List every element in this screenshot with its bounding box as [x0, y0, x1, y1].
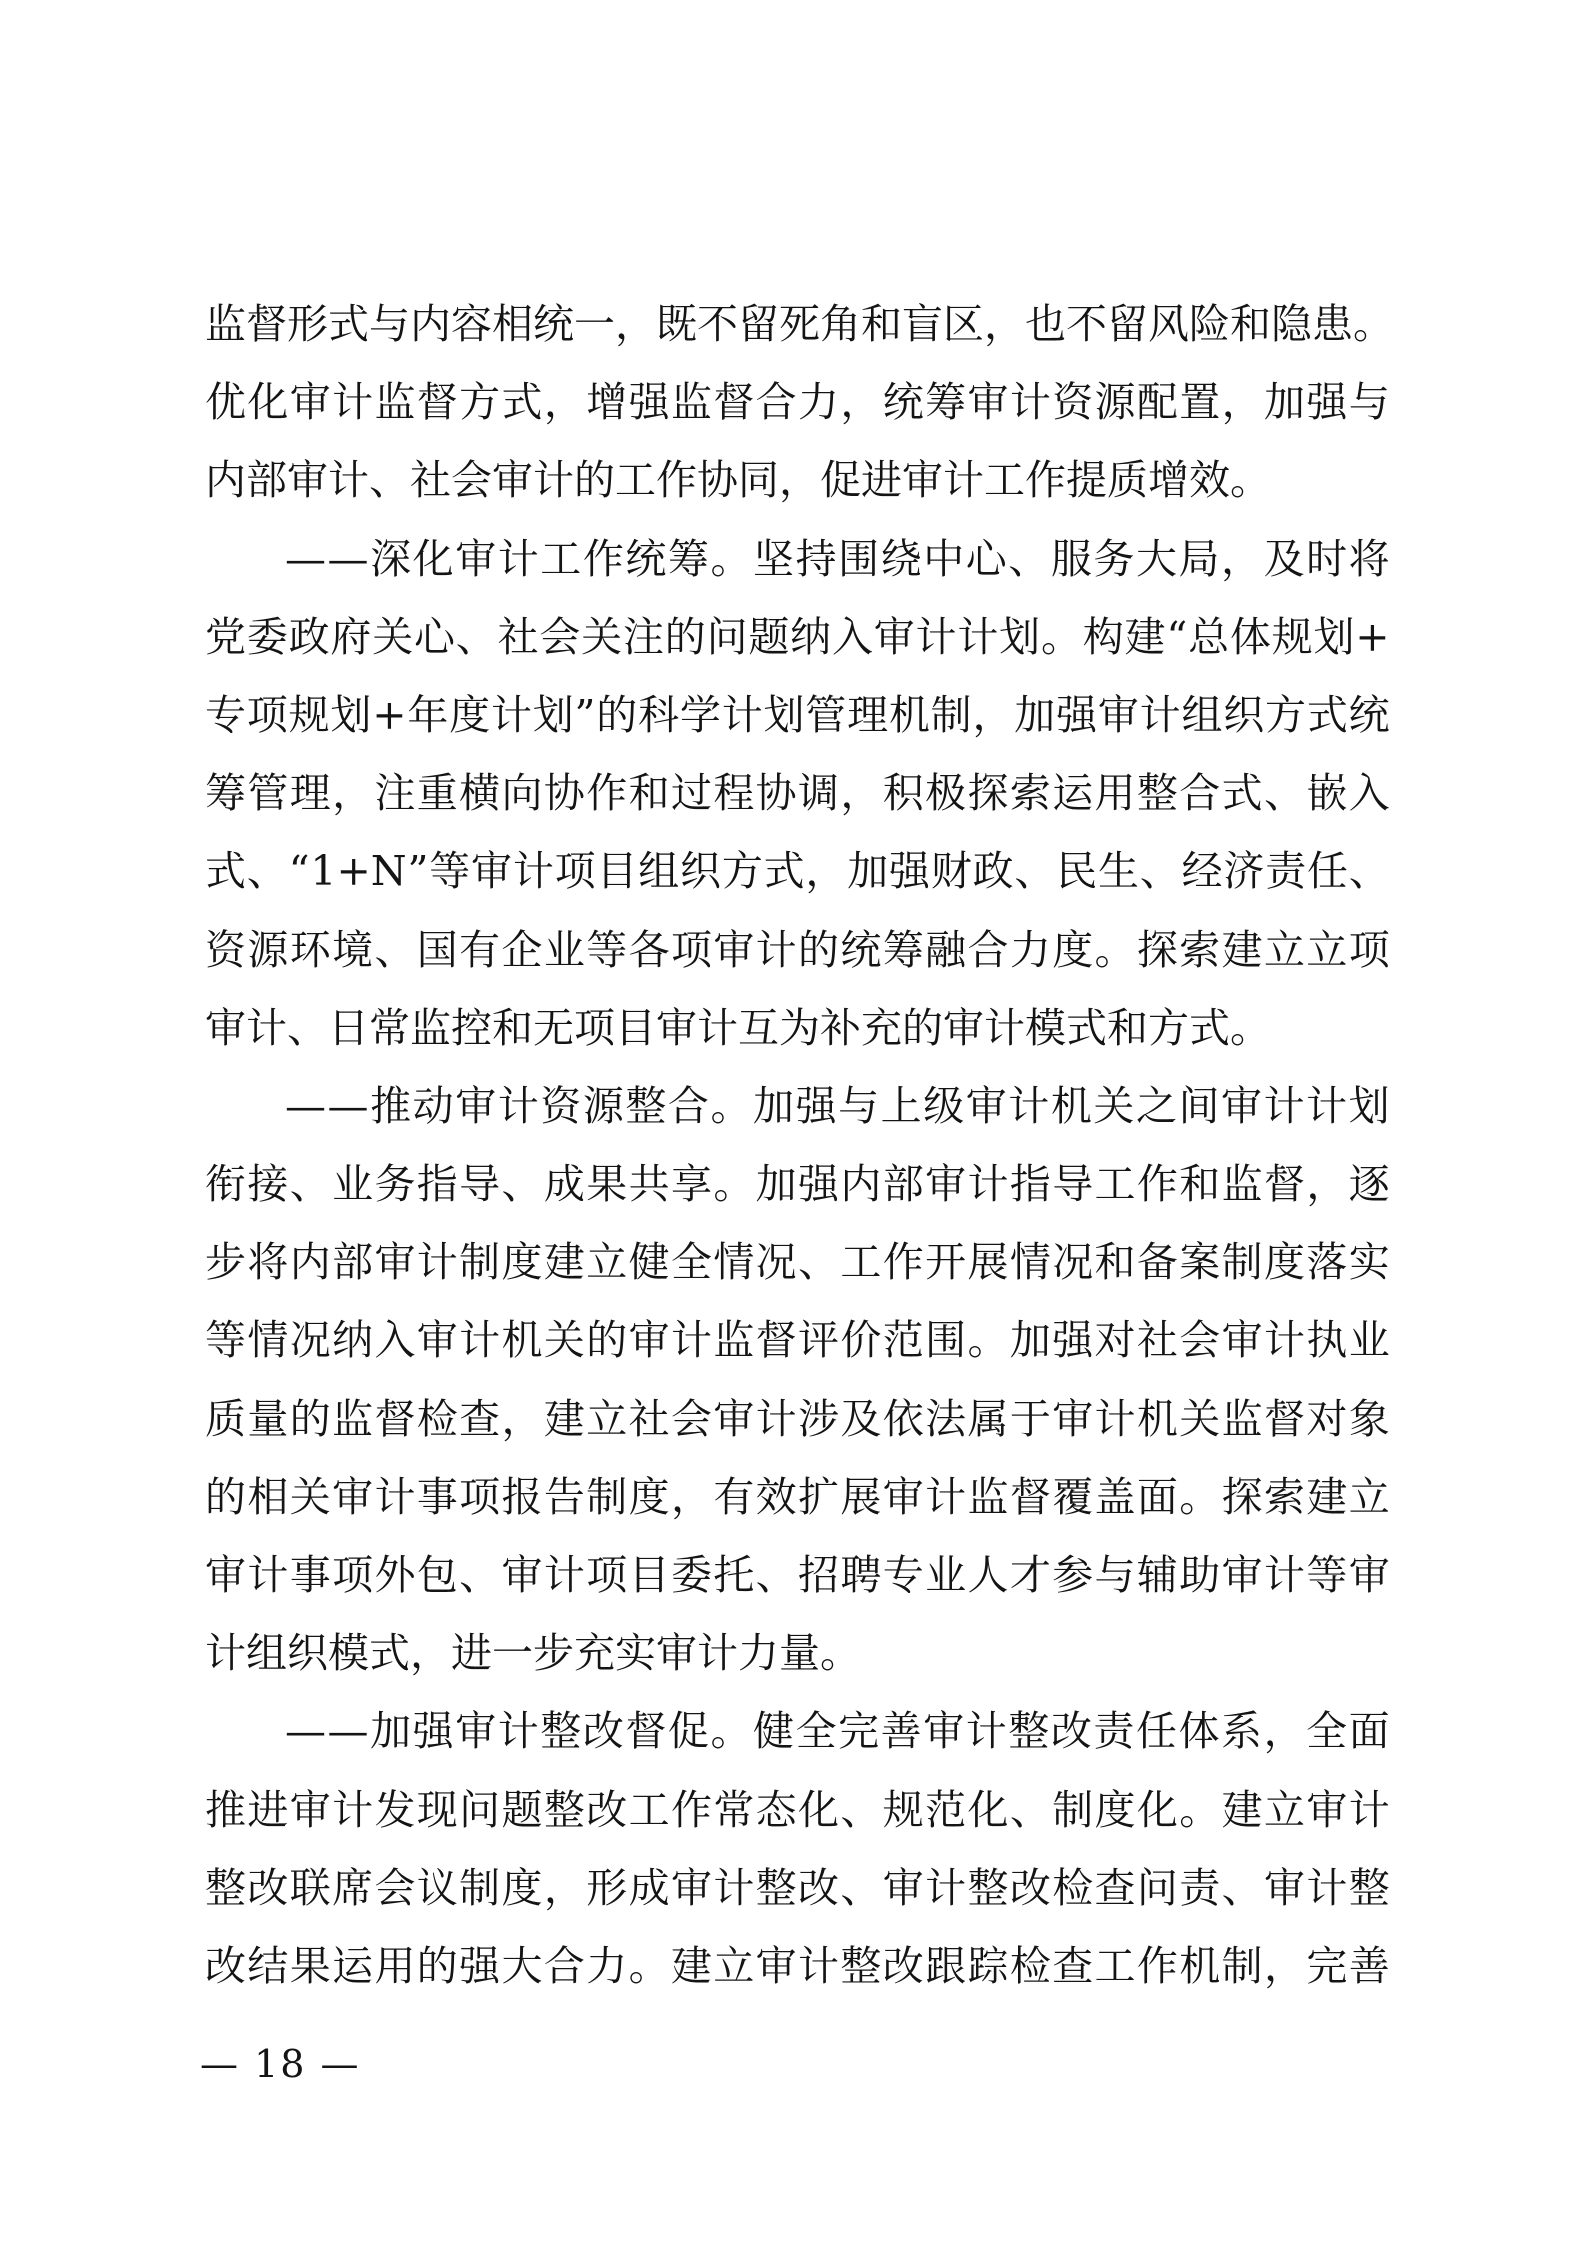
text-line: 改 结 果 运 用 的 强 大 合 力 。 建 立 审 计 整 改 跟 踪 检 查 工 作 机 制 ， 完 善 — [205, 1941, 1390, 1990]
text-line: 的 相 关 审 计 事 项 报 告 制 度 ， 有 效 扩 展 审 计 监 督 覆 盖 面 。 探 索 建 立 — [205, 1472, 1390, 1521]
text-line: 内部审计、社会审计的工作协同，促进审计工作提质增效。 — [205, 456, 1271, 505]
text-line: 审计、日常监控和无项目审计互为补充的审计模式和方式。 — [205, 1003, 1271, 1052]
text-line: 推 进 审 计 发 现 问 题 整 改 工 作 常 态 化 、 规 范 化 、 制 度 化 。 建 立 审 计 — [205, 1785, 1390, 1834]
text-line: 监 督 形 式 与 内 容 相 统 一 ， 既 不 留 死 角 和 盲 区 ， 也 不 留 风 险 和 隐 患 。 — [205, 300, 1394, 348]
text-line: 衔 接 、 业 务 指 导 、 成 果 共 享 。 加 强 内 部 审 计 指 导 工 作 和 监 督 ， 逐 — [205, 1160, 1390, 1209]
text-line: 党 委 政 府 关 心 、 社 会 关 注 的 问 题 纳 入 审 计 计 划 。 构 建 “ 总 体 规 划 + — [205, 612, 1390, 661]
text-line: 筹 管 理 ， 注 重 横 向 协 作 和 过 程 协 调 ， 积 极 探 索 运 用 整 合 式 、 嵌 入 — [205, 769, 1390, 818]
text-line: — — 加 强 审 计 整 改 督 促 。 健 全 完 善 审 计 整 改 责 任 体 系 ， 全 面 — [285, 1707, 1390, 1756]
text-line: 计组织模式，进一步充实审计力量。 — [205, 1629, 861, 1678]
text-line: 专 项 规 划 + 年 度 计 划 ” 的 科 学 计 划 管 理 机 制 ， 加 强 审 计 组 织 方 式 统 — [205, 690, 1390, 739]
text-line: 优 化 审 计 监 督 方 式 ， 增 强 监 督 合 力 ， 统 筹 审 计 资 源 配 置 ， 加 强 与 — [205, 378, 1390, 427]
document-body — [205, 285, 1394, 2005]
text-line: — — 推 动 审 计 资 源 整 合 。 加 强 与 上 级 审 计 机 关 之 间 审 计 计 划 — [285, 1081, 1390, 1130]
text-line: 等 情 况 纳 入 审 计 机 关 的 审 计 监 督 评 价 范 围 。 加 强 对 社 会 审 计 执 业 — [205, 1316, 1390, 1365]
text-line: 质 量 的 监 督 检 查 ， 建 立 社 会 审 计 涉 及 依 法 属 于 审 计 机 关 监 督 对 象 — [205, 1394, 1390, 1443]
text-line: — — 深 化 审 计 工 作 统 筹 。 坚 持 围 绕 中 心 、 服 务 大 局 ， 及 时 将 — [285, 534, 1390, 583]
text-line: 资 源 环 境 、 国 有 企 业 等 各 项 审 计 的 统 筹 融 合 力 度 。 探 索 建 立 立 项 — [205, 925, 1390, 974]
text-line: 式 、 “ 1+N ” 等 审 计 项 目 组 织 方 式 ， 加 强 财 政 、 民 生 、 经 济 责 任 、 — [205, 847, 1390, 896]
text-line: 审 计 事 项 外 包 、 审 计 项 目 委 托 、 招 聘 专 业 人 才 参 与 辅 助 审 计 等 审 — [205, 1551, 1390, 1599]
text-line: 步 将 内 部 审 计 制 度 建 立 健 全 情 况 、 工 作 开 展 情 况 和 备 案 制 度 落 实 — [205, 1238, 1390, 1287]
text-line: 整 改 联 席 会 议 制 度 ， 形 成 审 计 整 改 、 审 计 整 改 检 查 问 责 、 审 计 整 — [205, 1863, 1390, 1912]
page-number: — 18 — — [200, 2042, 361, 2086]
